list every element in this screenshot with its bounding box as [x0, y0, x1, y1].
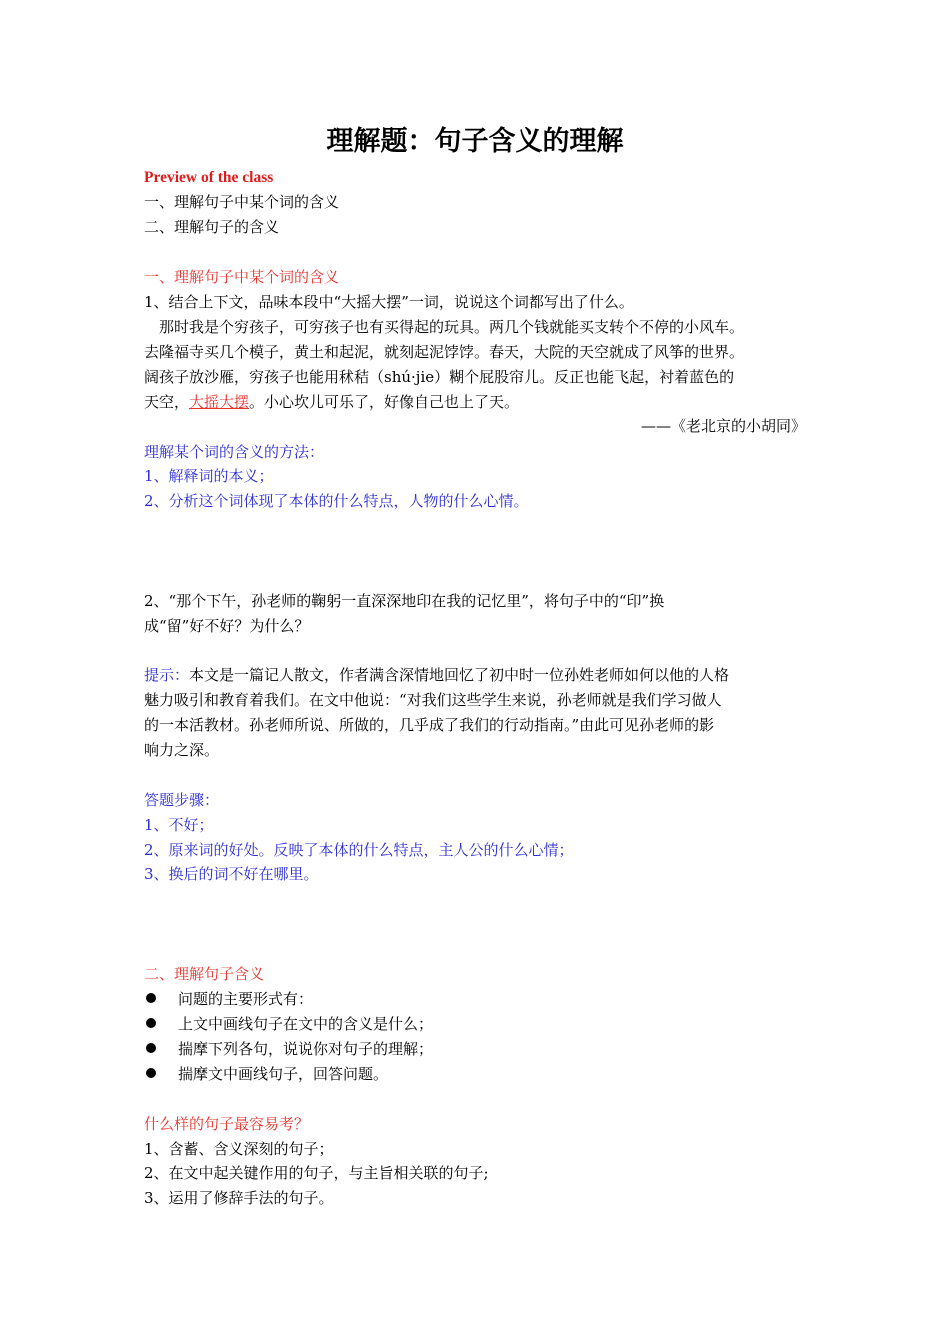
bullet-item: 揣摩文中画线句子，回答问题。	[144, 1062, 388, 1086]
q1-highlighted-word: 大摇大摆	[189, 393, 250, 411]
answer-step-3: 3、换后的词不好在哪里。	[144, 865, 319, 883]
q1-last-prefix: 天空，	[144, 393, 190, 411]
q1-passage-line-3: 阔孩子放沙雁，穷孩子也能用秫秸（shú·jie）糊个屁股帘儿。反正也能飞起，衬着蓝色的	[144, 368, 735, 386]
preview-heading: Preview of the class	[144, 169, 274, 186]
hint-label: 提示：	[144, 666, 190, 684]
easy-item-3: 3、运用了修辞手法的句子。	[144, 1189, 334, 1207]
hint-line-4: 响力之深。	[144, 741, 220, 759]
q1-passage-line-2: 去隆福寺买几个模子，黄土和起泥，就刻起泥饽饽。春天，大院的天空就成了风筝的世界。	[144, 343, 745, 361]
q1-question: 1、结合上下文，品味本段中“大摇大摆”一词，说说这个词都写出了什么。	[144, 293, 634, 311]
easy-heading: 什么样的句子最容易考？	[144, 1115, 310, 1133]
answer-steps-heading: 答题步骤：	[144, 791, 220, 809]
bullet-icon	[146, 1043, 156, 1053]
bullet-item: 揣摩下列各句，说说你对句子的理解；	[144, 1037, 433, 1061]
preview-item-1: 一、理解句子中某个词的含义	[144, 193, 340, 211]
answer-step-1: 1、不好；	[144, 816, 214, 834]
q2-question-line-1: 2、“那个下午，孙老师的鞠躬一直深深地印在我的记忆里”，将句子中的“印”换	[144, 592, 665, 610]
q2-question-line-2: 成“留”好不好？为什么？	[144, 617, 310, 635]
preview-item-2: 二、理解句子的含义	[144, 218, 280, 236]
bullet-item: 上文中画线句子在文中的含义是什么；	[144, 1012, 433, 1036]
hint-line-1: 提示：本文是一篇记人散文，作者满含深情地回忆了初中时一位孙姓老师如何以他的人格	[144, 666, 730, 684]
bullet-icon	[146, 1068, 156, 1078]
page-title: 理解题：句子含义的理解	[326, 126, 624, 157]
hint-line-3: 的一本活教材。孙老师所说、所做的，几乎成了我们的行动指南。”由此可见孙老师的影	[144, 716, 715, 734]
answer-step-2: 2、原来词的好处。反映了本体的什么特点，主人公的什么心情；	[144, 841, 574, 859]
easy-item-2: 2、在文中起关键作用的句子，与主旨相关联的句子;	[144, 1164, 489, 1182]
easy-item-1: 1、含蓄、含义深刻的句子；	[144, 1140, 334, 1158]
section1-heading: 一、理解句子中某个词的含义	[144, 268, 340, 286]
section2-heading: 二、理解句子含义	[144, 965, 265, 983]
q1-last-suffix: 。小心坎儿可乐了，好像自己也上了天。	[249, 393, 520, 411]
q1-passage-line-4	[144, 390, 519, 414]
q1-passage-line-1: 那时我是个穷孩子，可穷孩子也有买得起的玩具。两几个钱就能买支转个不停的小风车。	[159, 318, 745, 336]
method-step-2: 2、分析这个词体现了本体的什么特点，人物的什么心情。	[144, 492, 529, 510]
hint-line-2: 魅力吸引和教育着我们。在文中他说：“对我们这些学生来说，孙老师就是我们学习做人	[144, 691, 722, 709]
bullet-icon	[146, 993, 156, 1003]
q1-source: ——《老北京的小胡同》	[640, 417, 806, 435]
method-heading: 理解某个词的含义的方法：	[144, 443, 325, 461]
method-step-1: 1、解释词的本义；	[144, 467, 274, 485]
bullet-item: 问题的主要形式有：	[144, 987, 313, 1011]
bullet-icon	[146, 1018, 156, 1028]
